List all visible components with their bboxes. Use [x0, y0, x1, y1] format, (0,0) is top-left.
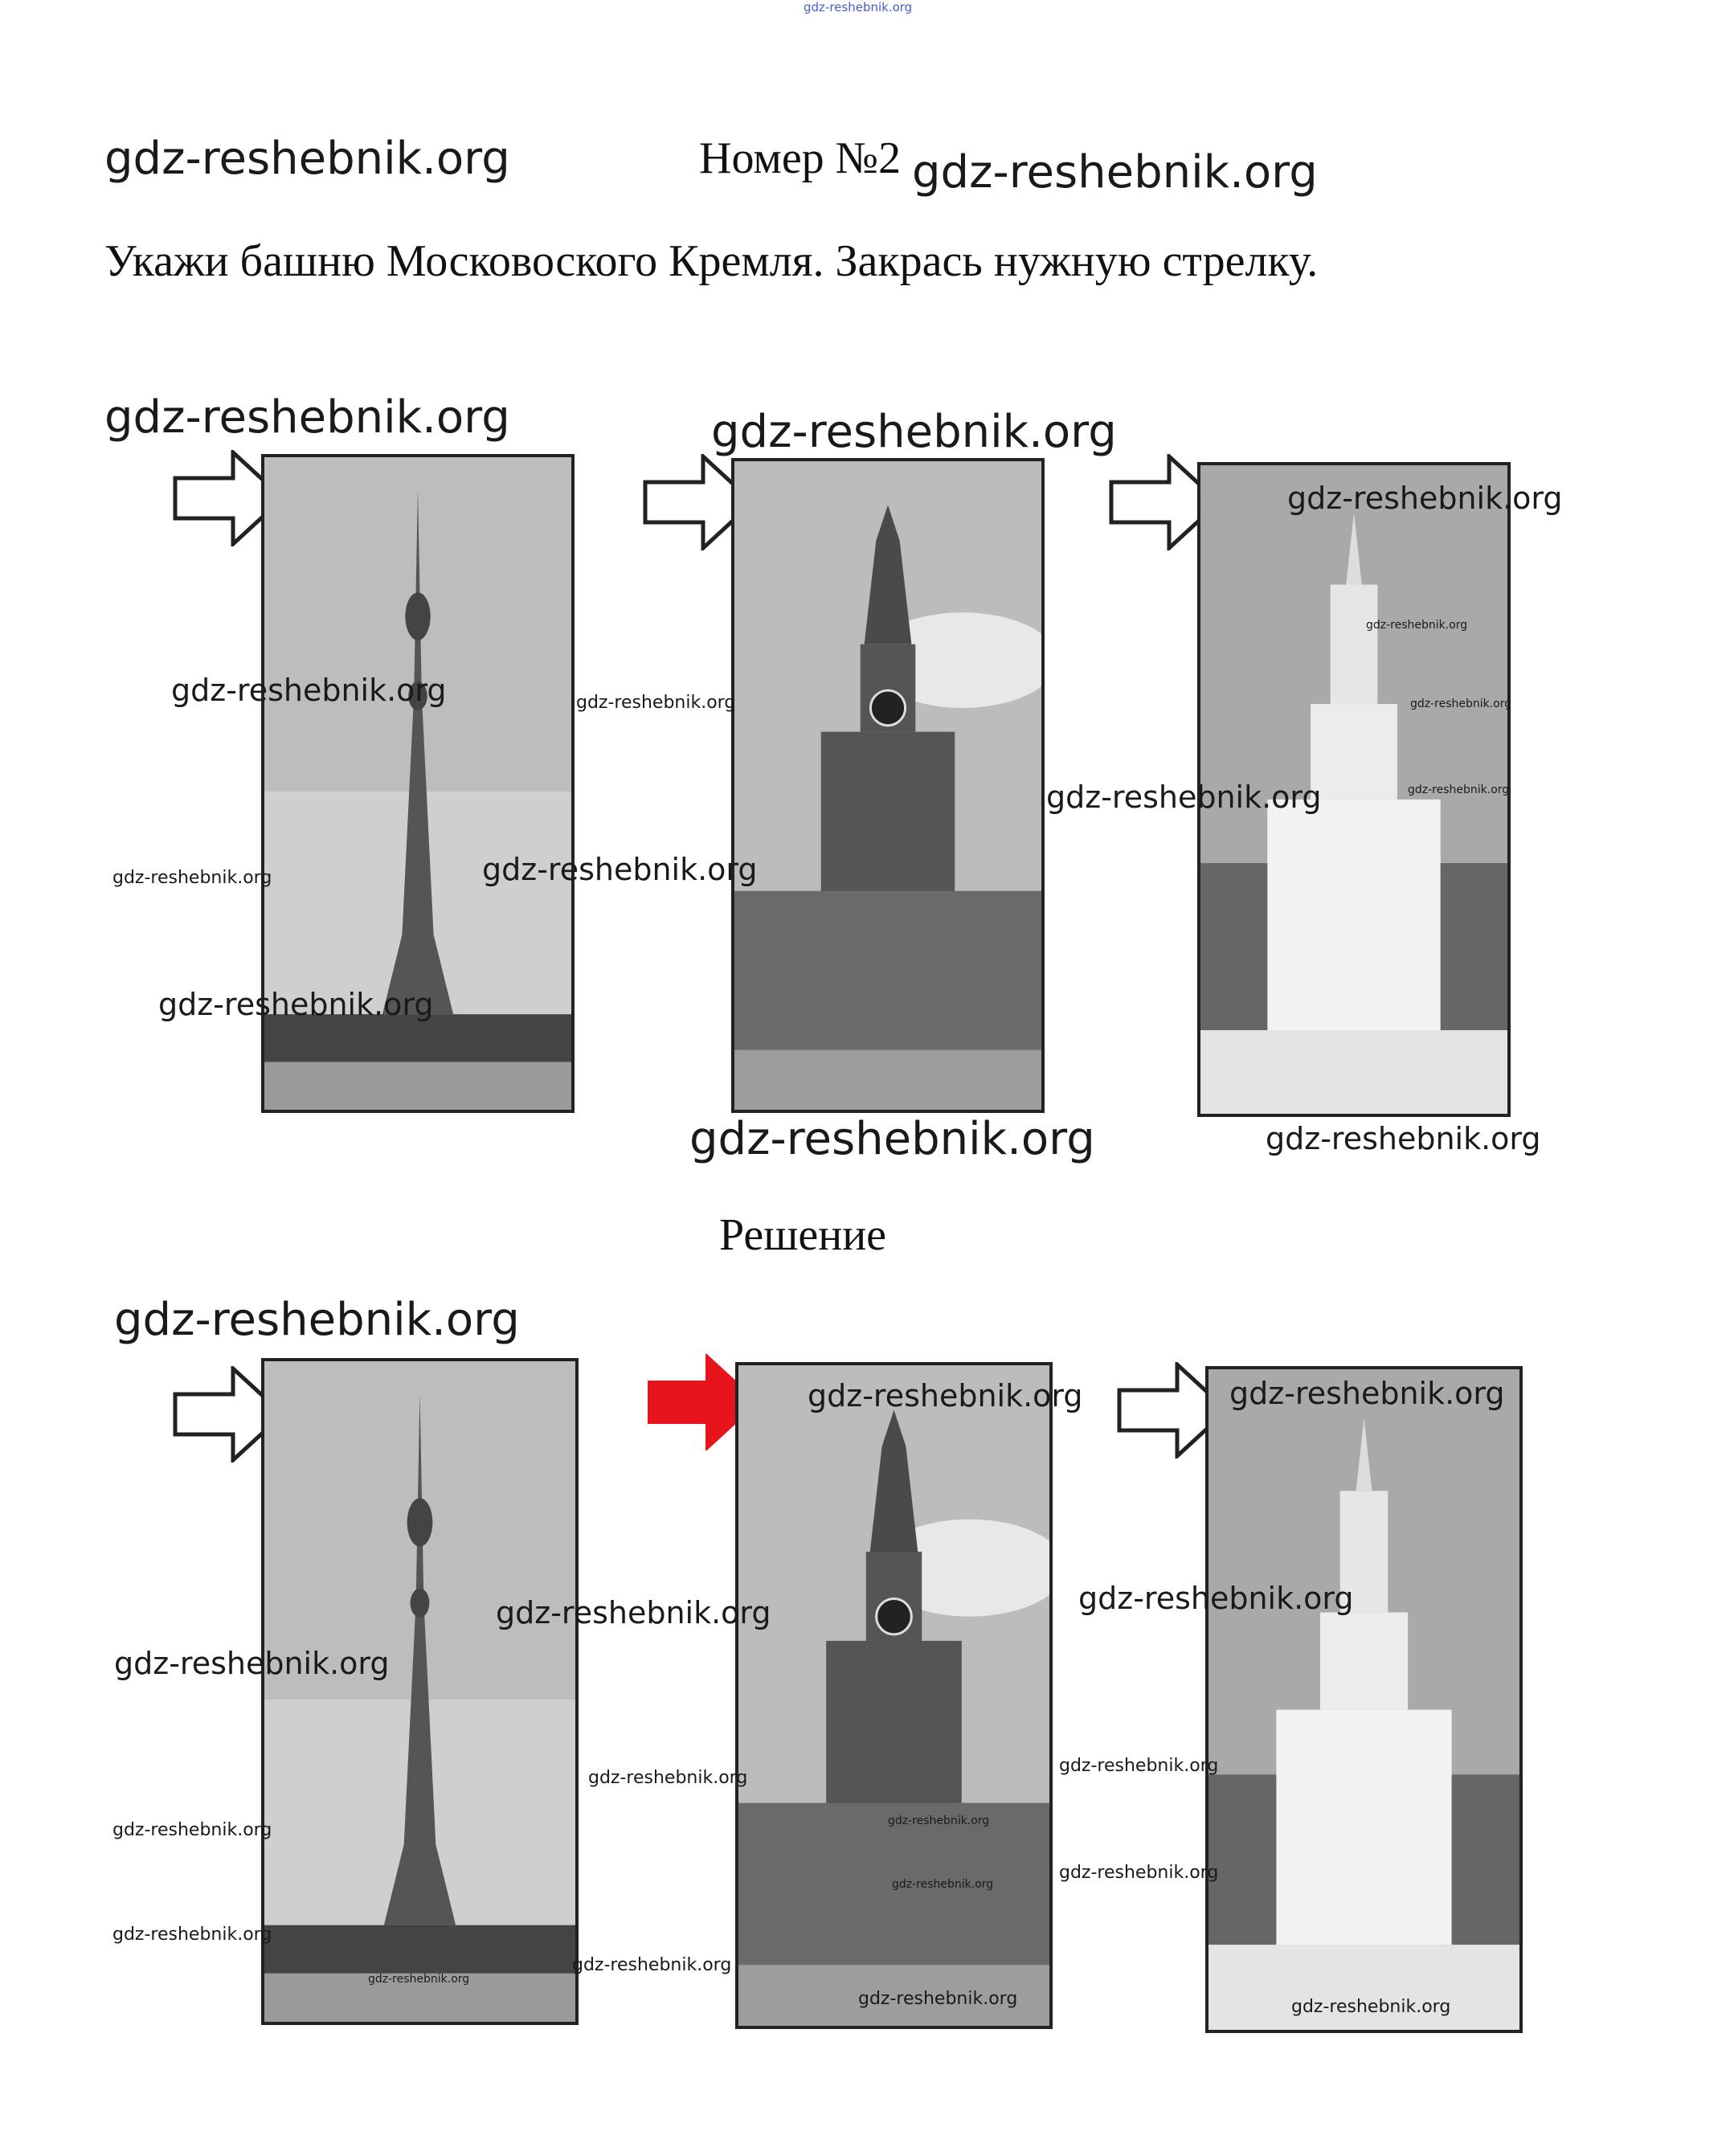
top-watermark: gdz-reshebnik.org — [804, 0, 913, 14]
watermark: gdz-reshebnik.org — [1408, 783, 1510, 796]
watermark: gdz-reshebnik.org — [171, 673, 447, 708]
watermark: gdz-reshebnik.org — [158, 987, 434, 1022]
watermark: gdz-reshebnik.org — [112, 1925, 272, 1945]
watermark: gdz-reshebnik.org — [912, 146, 1318, 198]
watermark: gdz-reshebnik.org — [1078, 1581, 1354, 1616]
watermark: gdz-reshebnik.org — [808, 1378, 1083, 1413]
watermark: gdz-reshebnik.org — [1059, 1863, 1219, 1883]
watermark: gdz-reshebnik.org — [104, 133, 510, 185]
msu-building-photo — [1205, 1366, 1523, 2033]
watermark: gdz-reshebnik.org — [711, 406, 1117, 458]
watermark: gdz-reshebnik.org — [689, 1113, 1095, 1165]
watermark: gdz-reshebnik.org — [112, 1820, 272, 1840]
watermark: gdz-reshebnik.org — [368, 1973, 470, 1986]
watermark: gdz-reshebnik.org — [1366, 619, 1468, 632]
watermark: gdz-reshebnik.org — [1046, 779, 1322, 815]
task-instruction: Укажи башню Московоского Кремля. Закрась нужную стрелку. — [104, 236, 1319, 286]
watermark: gdz-reshebnik.org — [892, 1878, 994, 1891]
watermark: gdz-reshebnik.org — [1410, 698, 1512, 710]
watermark: gdz-reshebnik.org — [114, 1646, 390, 1681]
watermark: gdz-reshebnik.org — [858, 1989, 1018, 2009]
watermark: gdz-reshebnik.org — [576, 693, 736, 713]
watermark: gdz-reshebnik.org — [1291, 1997, 1451, 2017]
watermark: gdz-reshebnik.org — [112, 868, 272, 888]
spasskaya-tower-photo — [731, 458, 1045, 1113]
watermark: gdz-reshebnik.org — [1229, 1376, 1505, 1411]
watermark: gdz-reshebnik.org — [1266, 1121, 1541, 1156]
watermark: gdz-reshebnik.org — [114, 1294, 520, 1346]
watermark: gdz-reshebnik.org — [104, 391, 510, 444]
ostankino-tower-photo — [261, 1358, 579, 2025]
watermark: gdz-reshebnik.org — [496, 1595, 771, 1630]
watermark: gdz-reshebnik.org — [588, 1768, 748, 1788]
watermark: gdz-reshebnik.org — [482, 852, 758, 887]
watermark: gdz-reshebnik.org — [572, 1955, 732, 1975]
spasskaya-tower-photo — [735, 1362, 1053, 2029]
page-title: Номер №2 — [699, 133, 902, 183]
watermark: gdz-reshebnik.org — [888, 1814, 990, 1827]
watermark: gdz-reshebnik.org — [1287, 481, 1563, 516]
watermark: gdz-reshebnik.org — [1059, 1756, 1219, 1776]
solution-heading: Решение — [719, 1210, 887, 1260]
